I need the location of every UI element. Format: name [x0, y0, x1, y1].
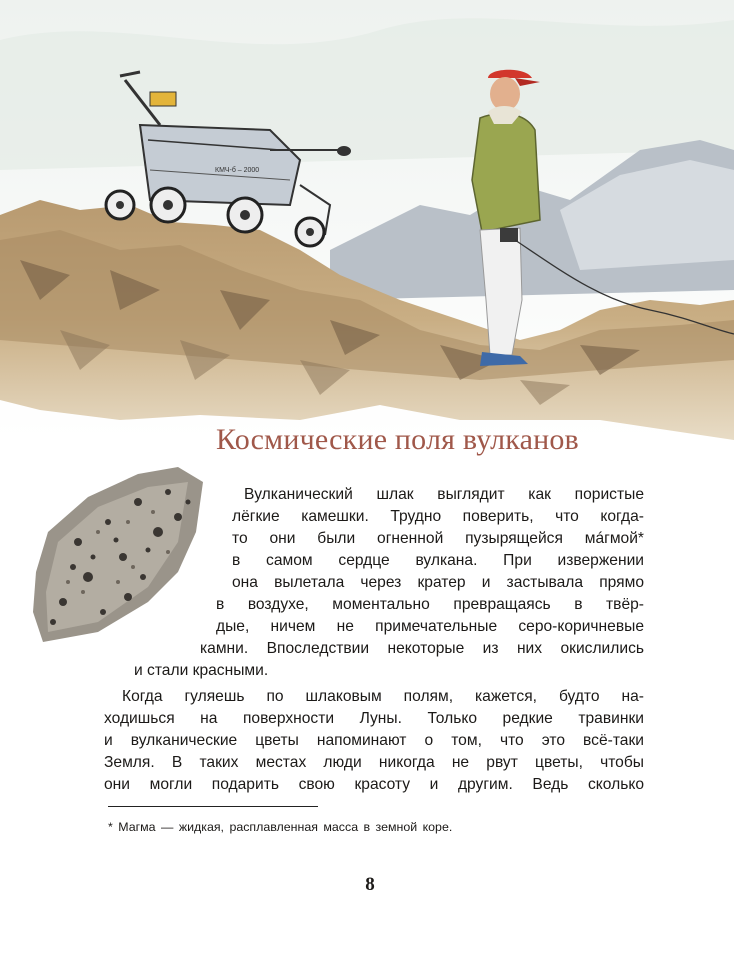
top-illustration	[0, 0, 734, 440]
paragraph-1-line: в самом сердце вулкана. При извержении	[232, 552, 644, 569]
paragraph-2-line: Когда гуляешь по шлаковым полям, кажется, будто на-	[122, 688, 644, 705]
page-number: 8	[365, 874, 375, 895]
paragraph-1-line: она вылетала через кратер и застывала прямо	[232, 574, 644, 591]
footnote-divider	[108, 806, 318, 807]
paragraph-2-line: они могли подарить свою красоту и другим. Ведь сколько	[104, 776, 644, 793]
paragraph-2-line: и вулканические цветы напоминают о том, что это всё-таки	[104, 732, 644, 749]
paragraph-1-line: то они были огненной пузырящейся мáгмой*	[232, 530, 644, 547]
paragraph-1-line: камни. Впоследствии некоторые из них окислились	[200, 640, 644, 657]
paragraph-1-line: Вулканический шлак выглядит как пористые	[244, 486, 644, 503]
scoria-rock-illustration	[28, 462, 208, 647]
section-title: Космические поля вулканов	[216, 423, 579, 456]
rover-label: КМЧ-б – 2000	[215, 167, 260, 174]
paragraph-2-line: ходишься на поверхности Луны. Только редкие травинки	[104, 710, 644, 727]
paragraph-1-line: в воздухе, моментально превращаясь в твёр-	[216, 596, 644, 613]
paragraph-1-line: и стали красными.	[134, 662, 269, 679]
footnote: * Магма — жидкая, расплавленная масса в земной коре.	[108, 820, 453, 834]
sky-haze	[0, 18, 734, 170]
paragraph-1-line: лёгкие камешки. Трудно поверить, что когда-	[232, 508, 644, 525]
paragraph-1-line: дые, ничем не примечательные серо-коричневые	[216, 618, 644, 635]
paragraph-2-line: Земля. В таких местах люди никогда не рвут цветы, чтобы	[104, 754, 644, 771]
